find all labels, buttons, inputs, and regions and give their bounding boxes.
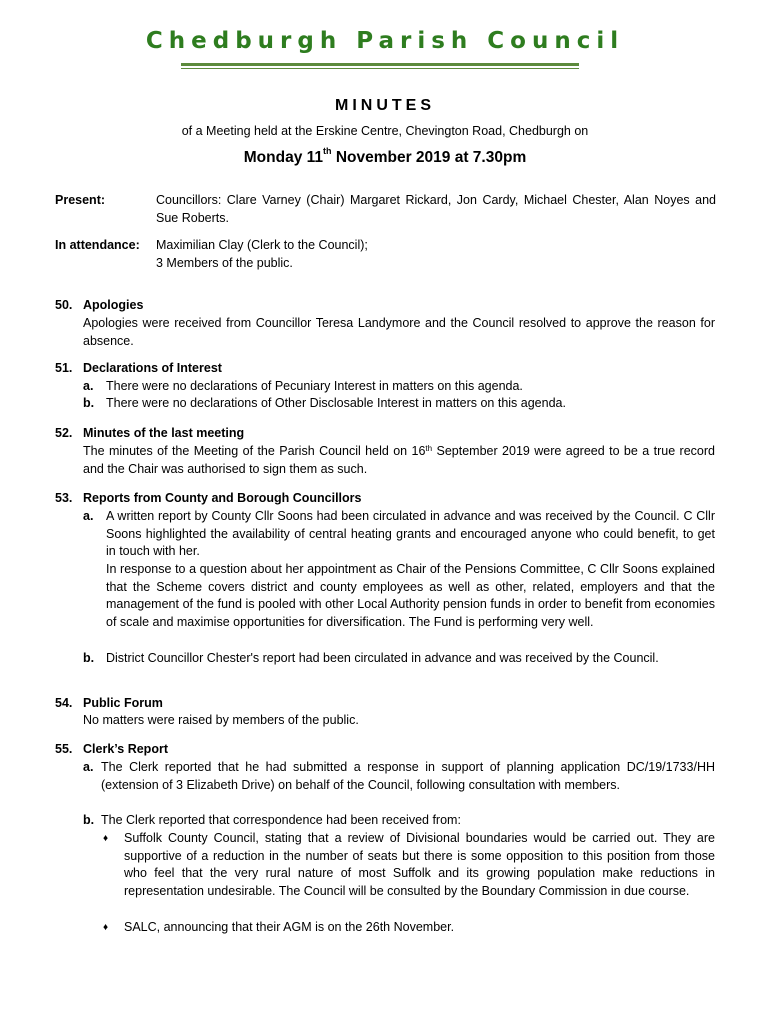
item-55-a-label: a. xyxy=(83,760,94,774)
present-text: Councillors: Clare Varney (Chair) Margaret Rickard, Jon Cardy, Michael Chester, Alan Noyes and Sue Roberts. xyxy=(156,193,716,225)
item-50-number: 50. xyxy=(55,298,73,312)
item-53-a-text-1: A written report by County Cllr Soons had been circulated in advance and was received by the Council. C Cllr Soons highlighted the availability of central heating grants and encouraged anyone who could benefit, to get in touch with her. xyxy=(106,509,715,559)
item-51-a-text: There were no declarations of Pecuniary Interest in matters on this agenda. xyxy=(106,379,523,393)
present-label: Present: xyxy=(55,193,106,207)
item-55-a-text: The Clerk reported that he had submitted a response in support of planning application DC/19/1733/HH (extension of 3 Elizabeth Drive) on behalf of the Council, following consultation with members. xyxy=(101,760,715,792)
item-54-heading: Public Forum xyxy=(83,696,163,710)
item-50-heading: Apologies xyxy=(83,298,144,312)
item-53-a-label: a. xyxy=(83,509,94,523)
item-52-heading: Minutes of the last meeting xyxy=(83,426,245,440)
item-51-b-text: There were no declarations of Other Disclosable Interest in matters on this agenda. xyxy=(106,396,566,410)
diamond-bullet-icon: ♦ xyxy=(103,833,109,844)
item-53-b-text: District Councillor Chester's report had been circulated in advance and was received by the Council. xyxy=(106,651,659,665)
item-51-heading: Declarations of Interest xyxy=(83,361,222,375)
document-title: MINUTES xyxy=(335,97,435,114)
item-55-bullet-1: Suffolk County Council, stating that a review of Divisional boundaries would be carried out. They are supportive of a reduction in the number of seats but there is some opposition to this position from those who feel that the very rural nature of most Suffolk and its growing population make reductions in representation undesirable. The Council will be consulted by the Boundary Commission in due course. xyxy=(124,831,715,899)
item-50-text: Apologies were received from Councillor Teresa Landymore and the Council resolved to approve the reason for absence. xyxy=(83,316,715,348)
item-55-b-label: b. xyxy=(83,813,95,827)
item-55-bullet-2: SALC, announcing that their AGM is on the 26th November. xyxy=(124,920,455,934)
item-54-text: No matters were raised by members of the public. xyxy=(83,713,359,727)
meeting-subtitle: of a Meeting held at the Erskine Centre, Chevington Road, Chedburgh on xyxy=(181,124,589,138)
item-53-number: 53. xyxy=(55,491,73,505)
item-53-a-text-2: In response to a question about her appointment as Chair of the Pensions Committee, C Cllr Soons explained that the Scheme covers district and county employees as well as other, related, employers and that the management of the fund is pooled with other Local Authority pension funds in order to benefit from economies of scale and maximise opportunities for diversification. The Fund is performing very well. xyxy=(106,562,715,630)
item-54-number: 54. xyxy=(55,696,73,710)
header-rule-thick xyxy=(181,63,579,66)
item-53-b-label: b. xyxy=(83,651,95,665)
item-52-text: The minutes of the Meeting of the Parish Council held on 16th September 2019 were agreed to be a true record and the Chair was authorised to sign them as such. xyxy=(83,444,715,476)
attendance-label: In attendance: xyxy=(55,238,140,252)
council-name: Chedburgh Parish Council xyxy=(145,28,625,54)
header-rule-thin xyxy=(181,68,579,69)
item-51-b-label: b. xyxy=(83,396,95,410)
diamond-bullet-icon: ♦ xyxy=(103,922,109,933)
item-51-number: 51. xyxy=(55,361,73,375)
item-55-heading: Clerk’s Report xyxy=(83,742,168,756)
item-53-heading: Reports from County and Borough Councillors xyxy=(83,491,362,505)
item-55-number: 55. xyxy=(55,742,73,756)
item-55-b-text: The Clerk reported that correspondence had been received from: xyxy=(101,813,461,827)
item-52-number: 52. xyxy=(55,426,73,440)
meeting-date: Monday 11th November 2019 at 7.30pm xyxy=(243,146,527,166)
attendance-line-1: Maximilian Clay (Clerk to the Council); xyxy=(156,238,368,252)
item-51-a-label: a. xyxy=(83,379,94,393)
attendance-line-2: 3 Members of the public. xyxy=(156,256,293,270)
